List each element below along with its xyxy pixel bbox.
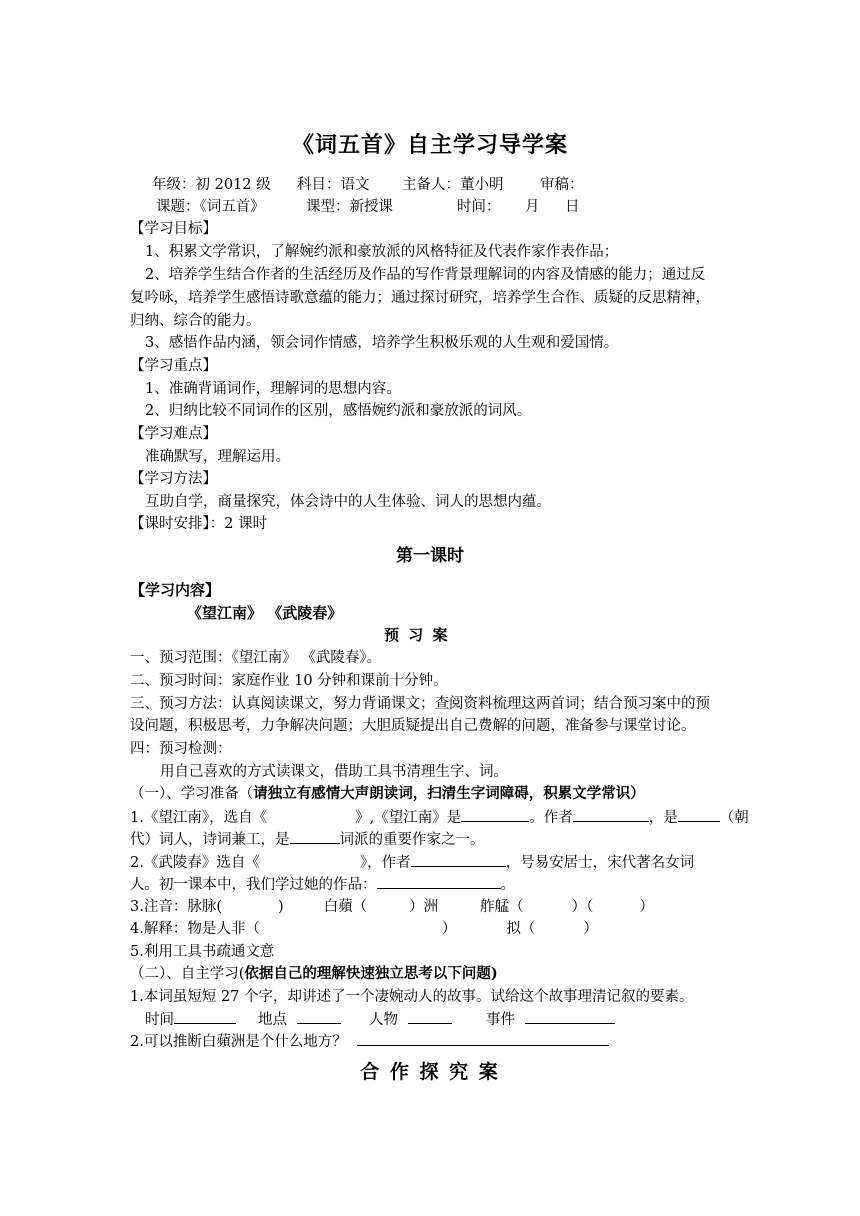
keypoint-2: 2、归纳比较不同词作的区别，感悟婉约派和豪放派的词风。 — [145, 403, 532, 419]
q1-blank-school[interactable] — [290, 829, 340, 844]
q1-text-c: 。作者 — [529, 810, 573, 826]
field-time-blank[interactable] — [174, 1009, 236, 1024]
meta-type: 课型：新授课 — [306, 199, 393, 215]
q2-text-c: ，号易安居士，宋代著名女词 — [505, 855, 695, 871]
field-place-label: 地点 — [258, 1012, 287, 1028]
cooperation-heading: 合 作 探 究 案 — [360, 1061, 500, 1083]
question-1-line-1 — [130, 807, 749, 828]
study-question-2 — [130, 1031, 609, 1052]
field-person-label: 人物 — [369, 1012, 398, 1028]
preview-method-line-1: 三、预习方法：认真阅读课文，努力背诵课文；查阅资料梳理这两首词；结合预习案中的预 — [130, 696, 710, 712]
meta-topic: 课题：《词五首》 — [156, 199, 265, 215]
question-3 — [130, 897, 654, 917]
meta-subject: 科目：语文 — [297, 177, 370, 193]
section-2-label: （二）、自主学习( — [130, 966, 245, 982]
difficulty-heading: 【学习难点】 — [130, 426, 217, 442]
field-event-label: 事件 — [486, 1012, 515, 1028]
goals-heading: 【学习目标】 — [130, 221, 217, 237]
meta-review: 审稿： — [540, 177, 584, 193]
keypoints-heading: 【学习重点】 — [130, 358, 217, 374]
question-2-line-2 — [130, 874, 515, 895]
q1-blank-type[interactable] — [461, 807, 529, 822]
method-heading: 【学习方法】 — [130, 471, 217, 487]
preview-method-line-2: 设问题，积极思考，力争解决问题；大胆质疑提出自己费解的问题，准备参与课堂讨论。 — [130, 718, 696, 734]
question-2-line-1 — [130, 852, 694, 873]
preview-time: 二、预习时间：家庭作业 10 分钟和课前十分钟。 — [130, 673, 448, 689]
q2-text-a: 2.《武陵春》选自《 — [130, 855, 260, 871]
q3-text-b: ) — [278, 899, 284, 915]
q3-text-e: 舴艋（ — [480, 899, 524, 915]
q2-text-b: 》，作者 — [359, 855, 411, 871]
document-title: 《词五首》自主学习导学案 — [291, 133, 568, 158]
lesson-heading: 第一课时 — [396, 546, 464, 566]
preview-title: 预 习 案 — [384, 626, 450, 644]
question-1-line-2 — [130, 829, 485, 850]
q4-text-b: ） — [441, 921, 457, 937]
q3-text-a: 3.注音：脉脉( — [130, 899, 222, 915]
schedule-value: ：2 课时 — [209, 516, 268, 532]
q1-text-f: 代）词人，诗词兼工，是 — [130, 832, 290, 848]
q1-blank-dynasty[interactable] — [678, 807, 720, 822]
q4-text-c: 拟（ — [506, 921, 536, 937]
q3-text-g: ） — [639, 899, 654, 915]
q3-text-f: ）（ — [571, 899, 594, 915]
poem-titles: 《望江南》 《武陵春》 — [187, 604, 343, 622]
goal-3: 3、感悟作品内涵，领会词作情感，培养学生积极乐观的人生观和爱国情。 — [145, 335, 619, 351]
goal-2-line-1: 2、培养学生结合作者的生活经历及作品的写作背景理解词的内容及情感的能力；通过反 — [145, 267, 706, 283]
preview-scope: 一、预习范围：《望江南》 《武陵春》。 — [130, 650, 382, 666]
goal-2-line-2: 复吟咏，培养学生感悟诗歌意蕴的能力；通过探讨研究，培养学生合作、质疑的反思精神， — [130, 290, 710, 306]
q4-text-d: ） — [583, 921, 598, 937]
q1-text-a: 1.《望江南》，选自《 — [130, 810, 268, 826]
field-time-label: 时间 — [145, 1012, 174, 1028]
q4-text-a: 4.解释：物是人非（ — [130, 921, 260, 937]
goal-2-line-3: 归纳、综合的能力。 — [130, 313, 261, 329]
q3-text-d: ）洲 — [409, 899, 439, 915]
content-heading: 【学习内容】 — [130, 581, 221, 599]
q2-blank-work[interactable] — [377, 874, 501, 889]
q2-blank-author[interactable] — [411, 852, 506, 867]
meta-month: 月 — [525, 199, 540, 215]
study-question-1: 1.本词虽短短 27 个字，却讲述了一个凄婉动人的故事。试给这个故事理清记叙的要素。 — [130, 989, 694, 1005]
section-1-note: 请独立有感情大声朗读词，扫清生字词障碍，积累文学常识） — [253, 785, 645, 802]
meta-day: 日 — [565, 199, 580, 215]
study-question-2-blank[interactable] — [357, 1031, 609, 1046]
q1-text-e: （朝 — [719, 810, 749, 826]
q2-text-e: 。 — [500, 877, 515, 893]
method-text: 互助自学，商量探究，体会诗中的人生体验、词人的思想内蕴。 — [145, 494, 551, 510]
field-place-blank[interactable] — [297, 1009, 341, 1024]
study-question-2-text: 2.可以推断白蘋洲是个什么地方？ — [130, 1034, 347, 1050]
keypoint-1: 1、准确背诵词作，理解词的思想内容。 — [145, 381, 401, 397]
difficulty-text: 准确默写，理解运用。 — [145, 449, 290, 465]
preview-instruction: 用自己喜欢的方式读课文，借助工具书清理生字、词。 — [160, 764, 508, 780]
section-2-note: 依据自己的理解快速独立思考以下问题) — [244, 965, 498, 982]
q1-text-g: 词派的重要作家之一。 — [339, 832, 485, 848]
question-4 — [130, 919, 598, 939]
goal-1: 1、积累文学常识，了解婉约派和豪放派的风格特征及代表作家作表作品； — [145, 244, 619, 260]
question-5: 5.利用工具书疏通文意 — [130, 944, 275, 960]
study-question-1-fields — [145, 1009, 615, 1030]
q3-text-c: 白蘋（ — [323, 899, 368, 915]
preview-check: 四：预习检测： — [130, 741, 232, 757]
schedule-heading: 【课时安排】 — [130, 516, 210, 532]
meta-preparer: 主备人：董小明 — [402, 177, 504, 193]
q1-text-b: 》,《望江南》是 — [355, 810, 462, 826]
section-1-heading — [130, 784, 645, 804]
section-1-label: （一）、学习准备（ — [130, 786, 254, 802]
field-event-blank[interactable] — [525, 1009, 615, 1024]
meta-time: 时间： — [457, 199, 501, 215]
q1-blank-author[interactable] — [573, 807, 649, 822]
q1-text-d: ，是 — [648, 810, 678, 826]
section-2-heading — [130, 964, 498, 984]
field-person-blank[interactable] — [408, 1009, 452, 1024]
meta-grade: 年级：初 2012 级 — [152, 177, 271, 193]
schedule-line — [130, 514, 267, 534]
q2-text-d: 人。初一课本中，我们学过她的作品： — [130, 877, 377, 893]
